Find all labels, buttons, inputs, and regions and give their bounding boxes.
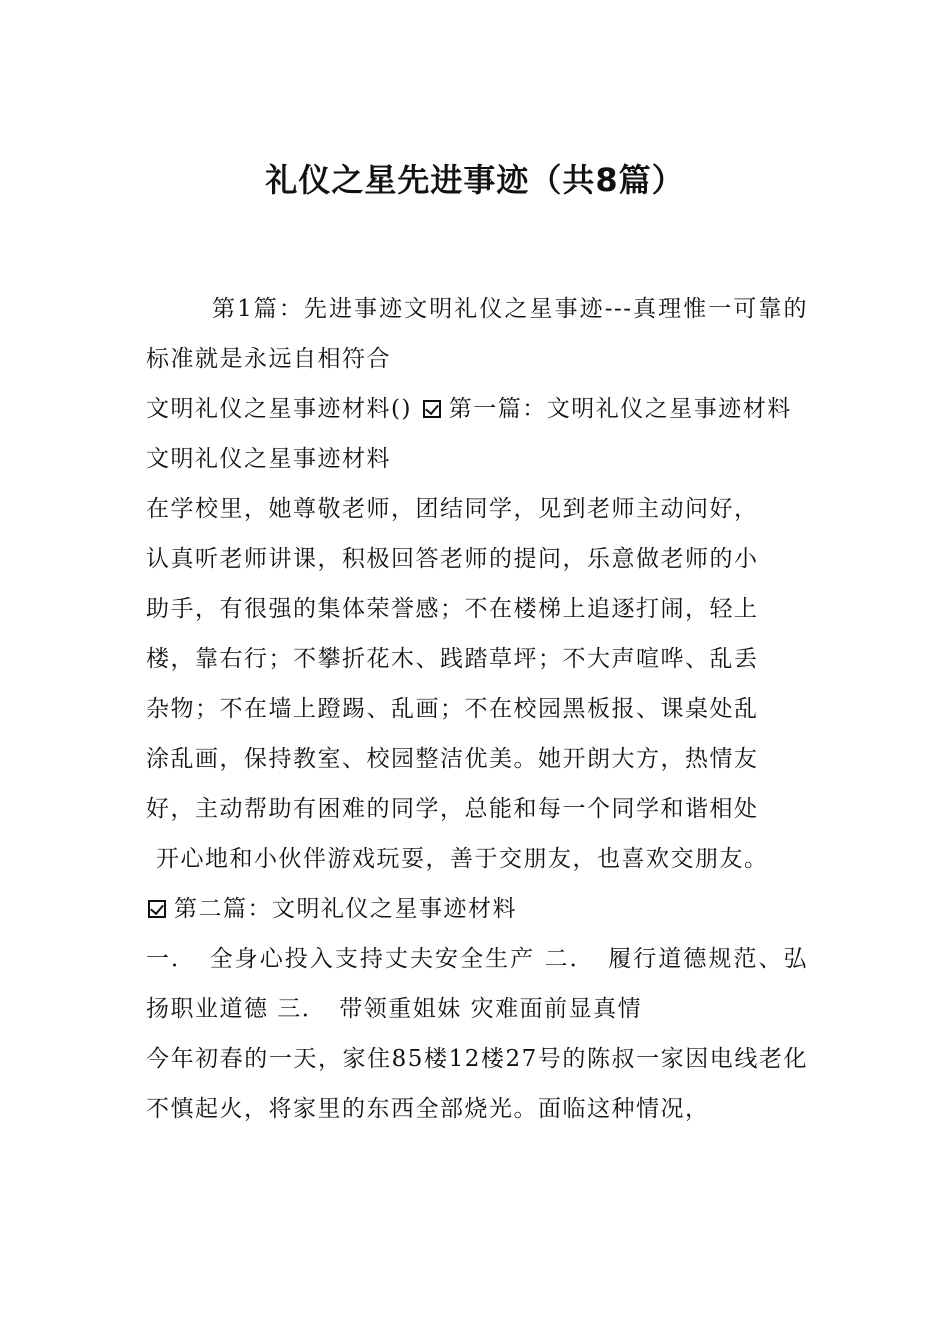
paragraph-4-line-7: 好，主动帮助有困难的同学，总能和每一个同学和谐相处 (146, 796, 759, 822)
paragraph-7: 今年初春的一天，家住85楼12楼27号的陈叔一家因电线老化不慎起火，将家里的东西全部烧光。面临这种情况， (146, 1046, 808, 1122)
paragraph-5 (146, 884, 808, 934)
checked-box-icon (423, 400, 441, 418)
document-body (146, 284, 808, 1134)
paragraph-5-heading: 第二篇：文明礼仪之星事迹材料 (174, 896, 517, 922)
paragraph-4-line-3: 助手，有很强的集体荣誉感；不在楼梯上追逐打闹，轻上 (146, 596, 759, 622)
paragraph-6: 一． 全身心投入支持丈夫安全生产 二． 履行道德规范、弘扬职业道德 三． 带领重姐妹 灾难面前显真情 (146, 946, 808, 1022)
paragraph-2-heading: 第一篇：文明礼仪之星事迹材料 (448, 396, 792, 422)
paragraph-4-line-1: 在学校里，她尊敬老师，团结同学，见到老师主动问好， (146, 496, 759, 522)
paragraph-2 (146, 384, 808, 434)
document-title: 礼仪之星先进事迹（共8篇） (265, 161, 685, 199)
paragraph-1: 第1篇：先进事迹文明礼仪之星事迹---真理惟一可靠的标准就是永远自相符合 (146, 296, 808, 372)
checked-box-icon (148, 900, 166, 918)
paragraph-4-line-4: 楼，靠右行；不攀折花木、践踏草坪；不大声喧哗、乱丢 (146, 646, 759, 672)
paragraph-3: 文明礼仪之星事迹材料 (146, 446, 391, 472)
paragraph-4-line-5: 杂物；不在墙上蹬踢、乱画；不在校园黑板报、课桌处乱 (146, 696, 759, 722)
paragraph-4-line-8: 开心地和小伙伴游戏玩耍，善于交朋友，也喜欢交朋友。 (156, 846, 769, 872)
paragraph-4-line-2: 认真听老师讲课，积极回答老师的提问，乐意做老师的小 (146, 546, 759, 572)
paragraph-2-lead: 文明礼仪之星事迹材料() (146, 396, 421, 422)
paragraph-4-line-6: 涂乱画，保持教室、校园整洁优美。她开朗大方，热情友 (146, 746, 759, 772)
